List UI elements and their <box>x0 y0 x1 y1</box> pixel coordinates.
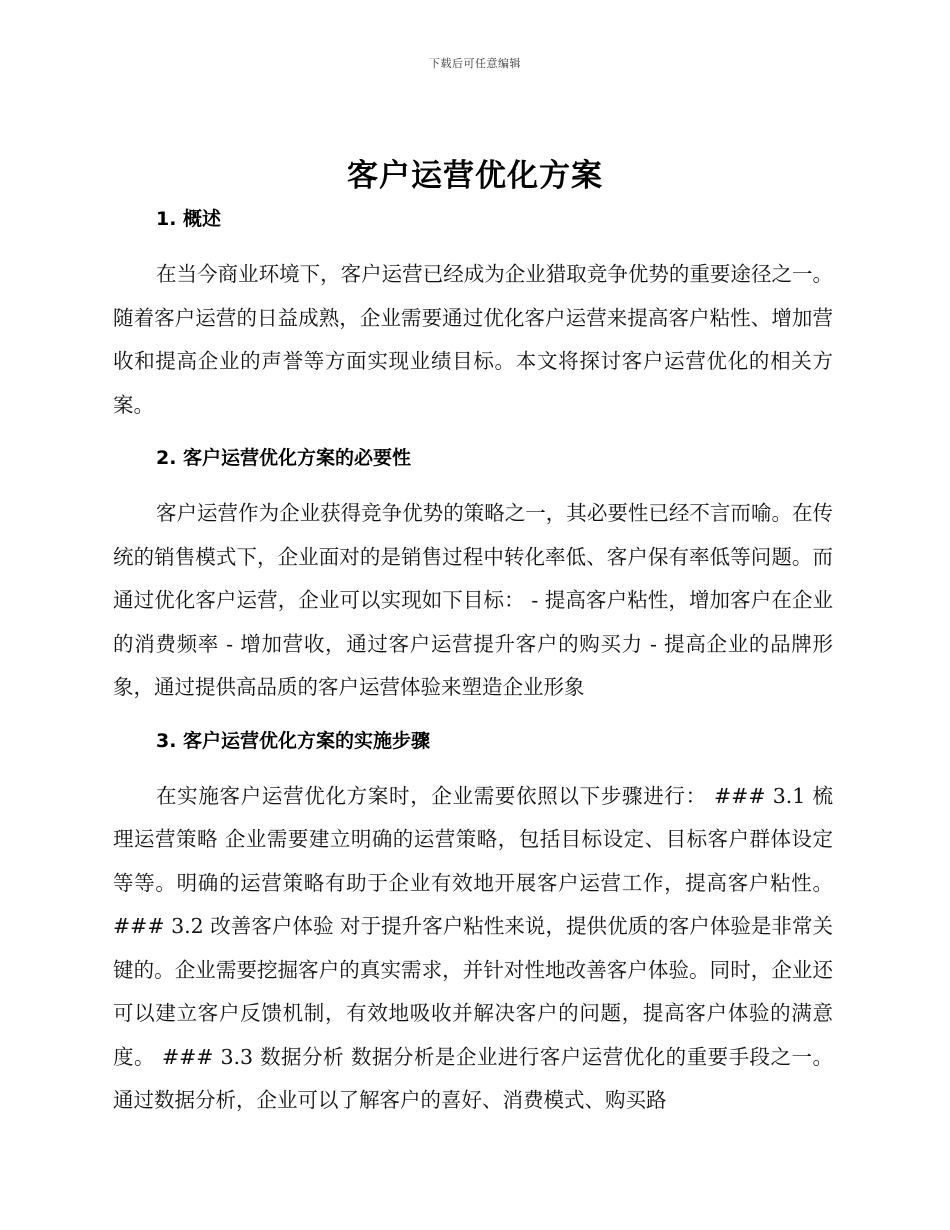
document-title: 客户运营优化方案 <box>347 158 603 194</box>
section-heading: 3. 客户运营优化方案的实施步骤 <box>156 729 431 752</box>
header-note: 下载后可任意编辑 <box>429 57 521 70</box>
section-overview <box>113 202 833 427</box>
section-heading: 2. 客户运营优化方案的必要性 <box>156 447 412 469</box>
section-paragraph: 客户运营作为企业获得竞争优势的策略之一，其必要性已经不言而喻。在传统的销售模式下，企业面对的是销售过程中转化率低、客户保有率低等问题。而通过优化客户运营，企业可以实现如下目标： - 提高客户粘性，增加客户在企业的消费频率 - 增加营收，通过客户运营提升客户的购买力 - 提高企业的品牌形象，通过提供高品质的客户运营体验来塑造企业形象 <box>113 501 833 699</box>
section-heading: 1. 概述 <box>156 208 222 230</box>
document-body <box>113 202 833 1137</box>
section-implementation <box>113 724 833 1123</box>
section-necessity <box>113 441 833 710</box>
section-paragraph: 在当今商业环境下，客户运营已经成为企业猎取竞争优势的重要途径之一。随着客户运营的日益成熟，企业需要通过优化客户运营来提高客户粘性、增加营收和提高企业的声誉等方面实现业绩目标。本文将探讨客户运营优化的相关方案。 <box>113 262 833 417</box>
section-paragraph: 在实施客户运营优化方案时，企业需要依照以下步骤进行： ### 3.1 梳理运营策略 企业需要建立明确的运营策略，包括目标设定、目标客户群体设定等等。明确的运营策略有助于企业有效地开展客户运营工作，提高客户粘性。 ### 3.2 改善客户体验 对于提升客户粘性来说，提供优质的客户体验是非常关键的。企业需要挖掘客户的真实需求，并针对性地改善客户体验。同时，企业还可以建立客户反馈机制，有效地吸收并解决客户的问题，提高客户体验的满意度。 ### 3.3 数据分析 数据分析是企业进行客户运营优化的重要手段之一。通过数据分析，企业可以了解客户的喜好、消费模式、购买路 <box>113 783 833 1112</box>
